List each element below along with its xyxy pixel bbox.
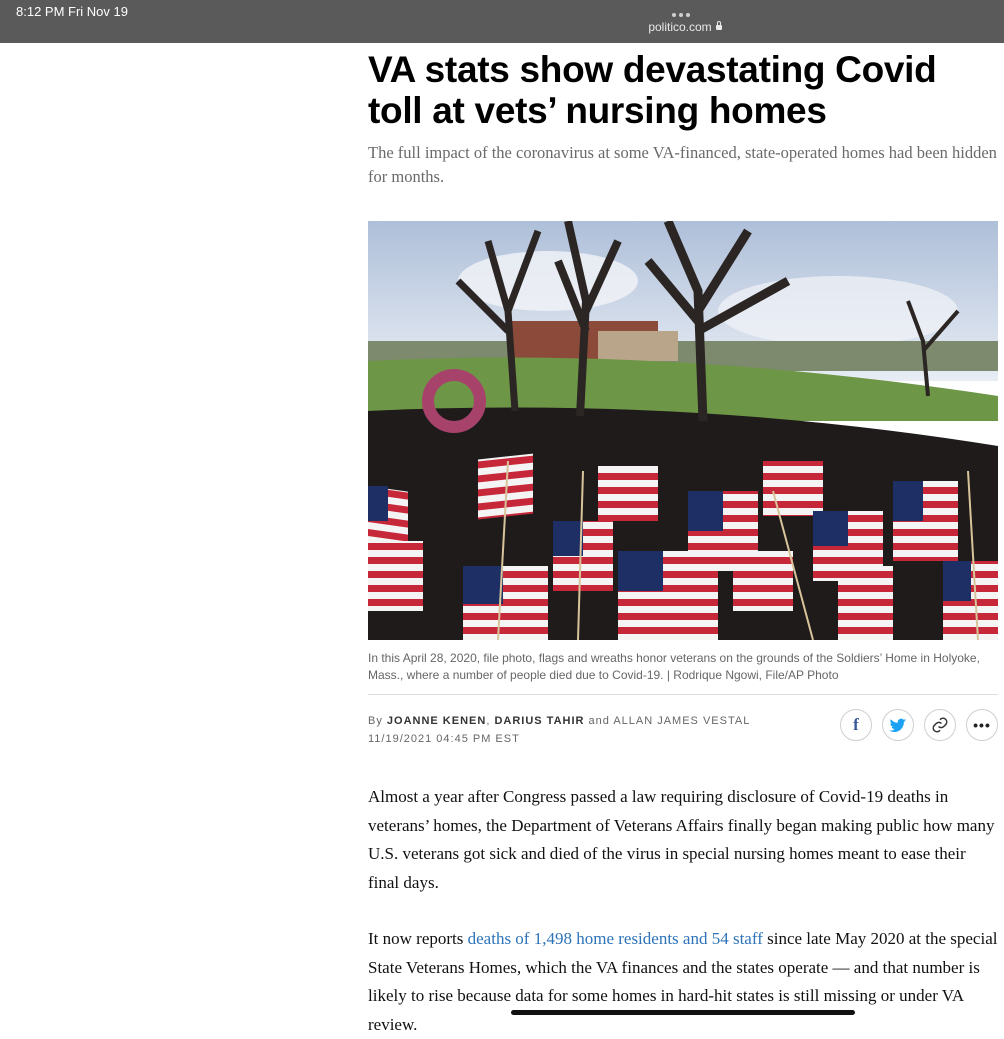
article-photo xyxy=(368,221,998,640)
facebook-icon[interactable]: f xyxy=(840,709,872,741)
photo-caption: In this April 28, 2020, file photo, flags and wreaths honor veterans on the grounds of the Soldiers’ Home in Holyoke, Mass., where a number of people died due to Covid-19. | Rodrique Ngowi, File/AP Photo xyxy=(368,651,980,682)
lock-icon xyxy=(716,25,722,30)
article-dek: The full impact of the coronavirus at some VA-financed, state-operated homes had been hidden for months. xyxy=(368,143,997,186)
home-indicator[interactable] xyxy=(511,1010,855,1015)
address-bar[interactable] xyxy=(600,20,770,34)
tab-options-icon[interactable] xyxy=(672,4,694,10)
paragraph-2 xyxy=(368,925,998,1039)
article xyxy=(368,43,998,1039)
paragraph-1: Almost a year after Congress passed a law requiring disclosure of Covid-19 deaths in veterans’ homes, the Department of Veterans Affairs finally began making public how many U.S. veterans got sick and died of the virus in special nursing homes meant to ease their final days. xyxy=(368,787,995,892)
link-icon[interactable] xyxy=(924,709,956,741)
status-bar xyxy=(0,0,1004,43)
paragraph-2-before: It now reports xyxy=(368,929,468,948)
divider xyxy=(368,694,998,695)
url-text: politico.com xyxy=(648,20,712,34)
more-icon[interactable]: ••• xyxy=(966,709,998,741)
deaths-link[interactable]: deaths of 1,498 home residents and 54 staff xyxy=(467,929,763,948)
status-time: 8:12 PM Fri Nov 19 xyxy=(16,4,128,19)
byline xyxy=(368,715,750,727)
author-3: ALLAN JAMES VESTAL xyxy=(613,715,751,727)
byline-separator: , xyxy=(486,715,495,727)
headline: VA stats show devastating Covid toll at vets’ nursing homes xyxy=(368,49,937,131)
paragraph-2-after: since late May 2020 at the special State Veterans Homes, which the VA finances and the states operate — and that number is likely to rise because data for some homes in hard-hit states is still missing or under VA review. xyxy=(368,929,998,1034)
author-link-1[interactable]: JOANNE KENEN xyxy=(386,715,487,727)
byline-prefix: By xyxy=(368,715,387,727)
publish-date: 11/19/2021 04:45 PM EST xyxy=(368,733,520,745)
twitter-icon[interactable] xyxy=(882,709,914,741)
byline-row xyxy=(368,707,998,763)
author-link-2[interactable]: DARIUS TAHIR xyxy=(494,715,585,727)
byline-separator: and xyxy=(584,715,614,727)
